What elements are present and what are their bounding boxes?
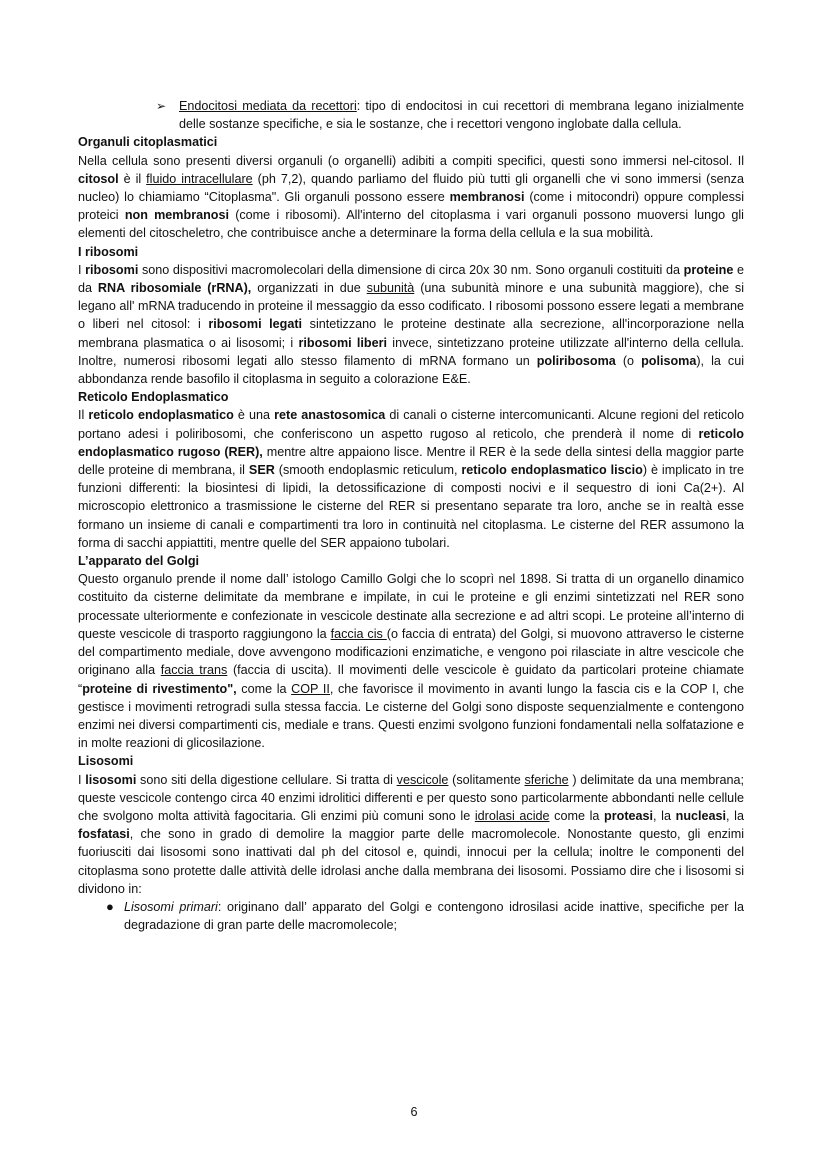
endocytosis-term: Endocitosi mediata da recettori xyxy=(179,99,357,113)
bold-term: polisoma xyxy=(641,353,697,368)
dot-bullet-icon: ● xyxy=(106,898,114,914)
heading-ribosomi: I ribosomi xyxy=(78,244,139,259)
paragraph-organuli xyxy=(78,152,744,243)
bold-term: poliribosoma xyxy=(536,353,616,368)
bold-term: lisosomi xyxy=(85,772,137,787)
text-run: sono siti della digestione cellulare. Si tratta di xyxy=(136,772,397,787)
text-run: Questo organulo prende il nome dall’ istologo Camillo Golgi che lo scoprì nel 1898. Si tratta di un organello dinamico costituito da cisterne delimitate da membrane e impilate, in cui le proteine e gli enzimi sintetizzati nel RER sono processate ulteriormente e confezionate in vescicole destinate alla secrezione e ad altri scopi. Le proteine all’interno di queste vescicole di trasporto raggiungono la xyxy=(78,572,744,641)
text-run: organizzati in due xyxy=(251,281,367,296)
text-run: (ph 7,2), quando parliamo del fluido più tutti gli organelli che vi sono immersi (senza nucleo) lo chiamiamo “Citoplasma". Gli organuli possono essere xyxy=(78,171,744,205)
text-run: (come i ribosomi). All'interno del citoplasma i vari organuli possono muoversi lungo gli elementi del citoscheletro, che contribuisce anche a determinare la forma della cellula e la sua mobilità. xyxy=(78,208,744,241)
text-run: (faccia di uscita). Il movimenti delle vescicole è guidato da particolari proteine chiamate “ xyxy=(78,663,744,696)
text-run: ) delimitate da una membrana; queste vescicole contengo circa 40 enzimi idrolitici differenti e per questo sono particolarmente abbondanti nelle cellule che svolgono molta attività fagocitaria. Gli enzimi più comuni sono le xyxy=(78,772,745,823)
bold-term: fosfatasi xyxy=(78,827,130,842)
bold-term: reticolo endoplasmatico xyxy=(88,408,234,423)
text-run: è una xyxy=(233,408,275,423)
underlined-term: subunità xyxy=(366,281,415,296)
text-run: (o faccia di entrata) del Golgi, si muovono attraverso le cisterne del compartimento mediale, dove avvengono modificazioni enzimatiche, e vengono poi rilasciate in altre vescicole che originano alla xyxy=(78,626,744,678)
text-run: (smooth endoplasmic reticulum, xyxy=(274,463,462,478)
bold-term: ribosomi xyxy=(85,262,139,277)
text-run: come la xyxy=(236,681,292,696)
bold-term: RNA ribosomiale (rRNA), xyxy=(97,281,252,296)
bold-term: non membranosi xyxy=(124,208,229,223)
text-run: , la xyxy=(726,808,744,823)
heading-lisosomi: Lisosomi xyxy=(78,754,134,769)
underlined-term: sferiche xyxy=(524,772,569,787)
text-run: (solitamente xyxy=(448,772,525,787)
underlined-term: vescicole xyxy=(396,772,449,787)
text-run: invece, sintetizzano proteine utilizzate all'interno della cellula. Inoltre, numerosi ribosomi legati allo stesso filamento di mRNA formano un xyxy=(78,335,744,368)
paragraph-golgi xyxy=(78,570,744,752)
text-run: I xyxy=(78,262,86,277)
page-content xyxy=(78,97,744,934)
text-run: sintetizzano le proteine destinate alla secrezione, all'incorporazione nella membrana plasmatica o ai lisosomi; i xyxy=(78,317,744,350)
heading-reticolo: Reticolo Endoplasmatico xyxy=(78,390,229,405)
text-run: mentre altre appaiono lisce. Mentre il RER è la sede della sintesi della maggior parte delle proteine di membrana, il xyxy=(78,444,744,478)
lysosome-types-list xyxy=(78,898,744,934)
text-run: I xyxy=(78,772,86,787)
text-run: di canali o cisterne intercomunicanti. Alcune regioni del reticolo portano adesi i poliribosomi, che conferiscono un aspetto rugoso al reticolo, che prenderà il nome di xyxy=(78,408,745,441)
bold-term: rete anastosomica xyxy=(274,408,386,423)
text-run: ), la cui abbondanza rende basofilo il citoplasma in seguito a colorazione E&E. xyxy=(78,353,744,387)
bold-term: SER xyxy=(248,463,275,478)
bullet-text: : originano dall’ apparato del Golgi e contengono idrosilasi acide inattive, specifiche per la degradazione di gran parte delle macromolecole; xyxy=(124,899,744,933)
text-run: Il xyxy=(78,408,89,423)
underlined-term: faccia cis xyxy=(330,626,387,641)
text-run: sono dispositivi macromolecolari della dimensione di circa 20x 30 nm. Sono organuli costituiti da xyxy=(138,262,684,277)
underlined-term: idrolasi acide xyxy=(474,808,550,823)
bold-term: citosol xyxy=(78,171,119,186)
bold-term: nucleasi xyxy=(675,808,727,823)
page-number: 6 xyxy=(410,1105,418,1119)
text-run: (come i mitocondri) oppure complessi proteici xyxy=(78,190,744,223)
bold-term: reticolo endoplasmatico liscio xyxy=(461,463,643,478)
heading-organuli: Organuli citoplasmatici xyxy=(78,135,218,150)
text-run: ) è implicato in tre funzioni differenti: la biosintesi di lipidi, la detossificazione di composti nocivi e il sequestro di ioni Ca(2+). Al microscopio elettronico a trasmissione le cisterne del RER si presentano separate tra loro, anche se in realtà esse formano un insieme di canali e compartimenti tra loro in continuità nel citoplasma. Le cisterne del RER assumono la forma di sacchi appiattiti, mentre quelle del SER appaiono tubolari. xyxy=(78,463,744,550)
list-item xyxy=(78,898,744,934)
text-run: (una subunità minore e una subunità maggiore), che si legano all' mRNA traducendo in proteine il messaggio da esso codificato. I ribosomi possono essere legati a membrane o liberi nel citosol: i xyxy=(78,281,745,332)
text-run: , la xyxy=(653,808,676,823)
text-run: (o xyxy=(615,353,642,368)
underlined-term: fluido intracellulare xyxy=(146,171,253,186)
text-run: Nella cellula sono presenti diversi organuli (o organelli) adibiti a compiti specifici, questi sono immersi nel-citosol. Il xyxy=(78,153,744,168)
heading-golgi: L’apparato del Golgi xyxy=(78,554,200,569)
bold-term: proteasi xyxy=(604,808,654,823)
arrow-bullet-icon: ➢ xyxy=(156,99,167,113)
paragraph-ribosomi xyxy=(78,261,744,388)
endocytosis-list-item xyxy=(78,97,744,133)
bold-term: membranosi xyxy=(449,190,525,205)
text-run: , che sono in grado di demolire la maggior parte delle macromolecole. Nonostante questo, gli enzimi fuoriusciti dai lisosomi sono inattivati dal ph del citosol e, quindi, innocui per la cellula; inoltre le componenti del citoplasma sono protette dalle attività delle idrolasi anche dalla membrana dei lisosomi. Possiamo dire che i lisosomi si dividono in: xyxy=(78,827,744,896)
text-run: come la xyxy=(549,808,605,823)
bullet-term: Lisosomi primari xyxy=(124,899,218,914)
text-run: che favorisce il movimento in avanti lungo la fascia cis e la COP I, che gestisce i movimenti retrogradi sulla stessa faccia. Le cisterne del Golgi sono disposte sequenzialmente e contengono enzimi nei diversi compartimenti cis, mediale e trans. Questi enzimi svolgono funzioni fondamentali nella solfatazione e in molte reazioni di glicosilazione. xyxy=(78,681,744,751)
text-run: è il xyxy=(118,171,147,186)
bold-term: ribosomi liberi xyxy=(298,335,388,350)
text-run: e da xyxy=(78,262,744,296)
bold-term: reticolo endoplasmatico rugoso (RER), xyxy=(78,426,744,459)
endocytosis-text: : tipo di endocitosi in cui recettori di membrana legano inizialmente delle sostanze specifiche, e sia le sostanze, che i recettori vengono inglobate dalla cellula. xyxy=(179,99,745,132)
underlined-term: faccia trans xyxy=(160,663,228,678)
bold-term: ribosomi legati xyxy=(208,317,303,332)
paragraph-reticolo xyxy=(78,406,744,552)
bold-term: proteine xyxy=(683,262,734,277)
bold-term: proteine di rivestimento", xyxy=(82,681,237,696)
paragraph-lisosomi xyxy=(78,771,744,898)
underlined-term: COP II, xyxy=(291,681,334,696)
